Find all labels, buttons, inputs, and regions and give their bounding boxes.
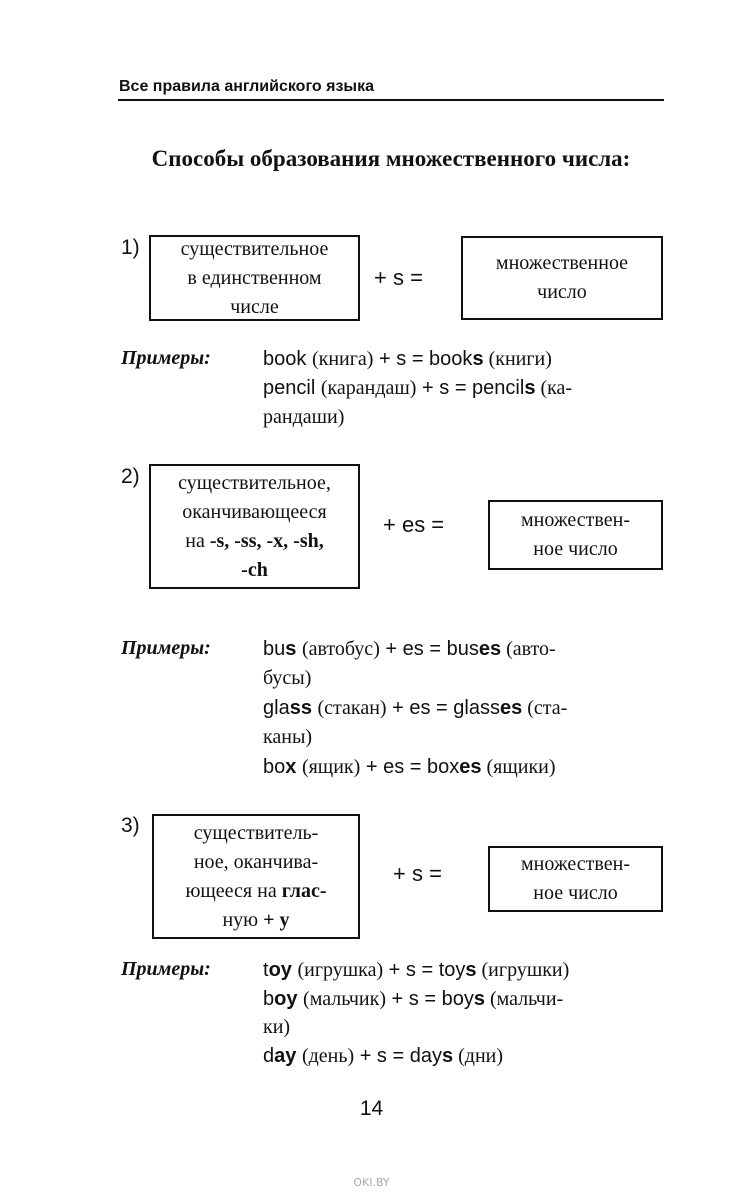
example-word: d <box>263 1045 275 1067</box>
example-ending-bold: es <box>499 697 523 719</box>
example-ending-bold: ss <box>289 697 312 719</box>
box-line <box>185 877 326 906</box>
rule-number: 1) <box>121 236 140 259</box>
examples-label: Примеры: <box>121 958 211 980</box>
box-line: существитель- <box>193 821 319 844</box>
rule-plural-box <box>488 500 663 570</box>
box-line-plain: на <box>185 529 210 552</box>
box-line-plain: ющееся на <box>185 879 282 902</box>
example-translation: (книги) <box>483 348 552 370</box>
example-word: + es = glass <box>386 697 500 719</box>
example-word: book <box>263 348 312 370</box>
watermark: OKI.BY <box>353 1176 390 1189</box>
rule-operator: + s = <box>374 265 423 290</box>
example-word: + s = boy <box>385 988 474 1010</box>
box-line-bold: -s, -ss, -x, -sh, <box>209 529 324 552</box>
example-line <box>263 1042 503 1071</box>
example-translation: (книга) <box>311 348 374 370</box>
example-line <box>263 635 556 664</box>
example-translation: (авто- <box>501 638 556 660</box>
box-line: ное, оканчива- <box>193 850 319 873</box>
box-line: оканчивающееся <box>182 500 327 523</box>
example-ending-bold: es <box>478 638 502 660</box>
example-ending-bold: s <box>473 988 485 1010</box>
example-translation: (ка- <box>535 377 573 399</box>
example-ending-bold: x <box>285 756 297 778</box>
example-word: + s = day <box>354 1045 442 1067</box>
example-translation: рандаши) <box>263 406 345 428</box>
rule-singular-noun-box <box>149 235 360 321</box>
example-line <box>263 345 552 374</box>
example-word: + es = bus <box>379 638 479 660</box>
example-line <box>263 723 312 752</box>
example-ending-bold: s <box>465 959 477 981</box>
box-line: числе <box>230 295 279 318</box>
example-word: gla <box>263 697 290 719</box>
example-ending-bold: ay <box>274 1045 297 1067</box>
example-word: + s = book <box>373 348 473 370</box>
example-word: bu <box>263 638 286 660</box>
example-line <box>263 1013 290 1042</box>
example-translation: (мальчик) <box>303 988 386 1010</box>
example-translation: (стакан) <box>317 697 387 719</box>
example-line <box>263 374 572 403</box>
box-line: в единственном <box>187 266 322 289</box>
box-line: ное число <box>533 882 618 904</box>
example-word: b <box>263 988 275 1010</box>
example-translation: (карандаш) <box>320 377 417 399</box>
example-line <box>263 753 556 782</box>
box-line-bold: глас- <box>281 879 327 902</box>
example-ending-bold: s <box>524 377 536 399</box>
example-translation: (мальчи- <box>484 988 564 1010</box>
box-line-plain: ную <box>222 908 259 931</box>
example-translation: (ящик) <box>301 756 361 778</box>
example-translation: (ящики) <box>481 756 556 778</box>
example-translation: каны) <box>263 726 313 748</box>
example-word: + s = toy <box>383 959 466 981</box>
box-line-ending-ch: -ch <box>241 558 268 581</box>
rule-plural-box <box>461 236 663 320</box>
box-line: ное число <box>533 538 618 560</box>
example-translation: (день) <box>301 1045 355 1067</box>
page-number: 14 <box>359 1097 384 1120</box>
example-line <box>263 694 567 723</box>
box-line: множествен- <box>521 853 630 875</box>
example-line <box>263 985 563 1014</box>
example-translation: (игрушка) <box>297 959 384 981</box>
example-translation: (игрушки) <box>476 959 570 981</box>
box-line <box>178 527 331 556</box>
examples-label: Примеры: <box>121 347 211 369</box>
example-ending-bold: oy <box>268 959 292 981</box>
box-line-bold: + y <box>258 908 290 931</box>
example-translation: бусы) <box>263 667 312 689</box>
box-line: существительное <box>180 237 329 260</box>
rule-operator: + es = <box>383 512 445 537</box>
example-line <box>263 403 344 432</box>
rule-plural-box <box>488 846 663 912</box>
example-word: + es = box <box>360 756 460 778</box>
example-word: + s = pencil <box>416 377 525 399</box>
example-word: pencil <box>263 377 321 399</box>
example-translation: (автобус) <box>301 638 380 660</box>
section-title: Способы образования множественного числа: <box>151 146 631 171</box>
box-line: множественное <box>495 252 629 274</box>
example-ending-bold: es <box>459 756 482 778</box>
rule-number: 2) <box>121 465 140 488</box>
example-ending-bold: s <box>285 638 297 660</box>
rule-operator: + s = <box>393 861 442 886</box>
rule-ending-noun-box <box>149 464 360 589</box>
header-divider <box>118 99 664 101</box>
rule-number: 3) <box>121 814 140 837</box>
example-ending-bold: oy <box>274 988 298 1010</box>
box-line <box>178 556 331 585</box>
example-word: t <box>263 959 269 981</box>
example-line <box>263 664 311 693</box>
example-line <box>263 956 569 985</box>
examples-label: Примеры: <box>121 637 211 659</box>
box-line: множествен- <box>521 509 630 531</box>
box-line <box>185 906 326 935</box>
rule-vowel-y-noun-box <box>152 814 360 939</box>
example-translation: ки) <box>263 1016 291 1038</box>
example-ending-bold: s <box>441 1045 454 1067</box>
box-line: существительное, <box>178 471 331 494</box>
example-translation: (дни) <box>453 1045 504 1067</box>
box-line: число <box>537 281 587 303</box>
example-word: bo <box>263 756 286 778</box>
running-header: Все правила английского языка <box>119 78 374 95</box>
example-ending-bold: s <box>472 348 484 370</box>
example-translation: (ста- <box>522 697 568 719</box>
